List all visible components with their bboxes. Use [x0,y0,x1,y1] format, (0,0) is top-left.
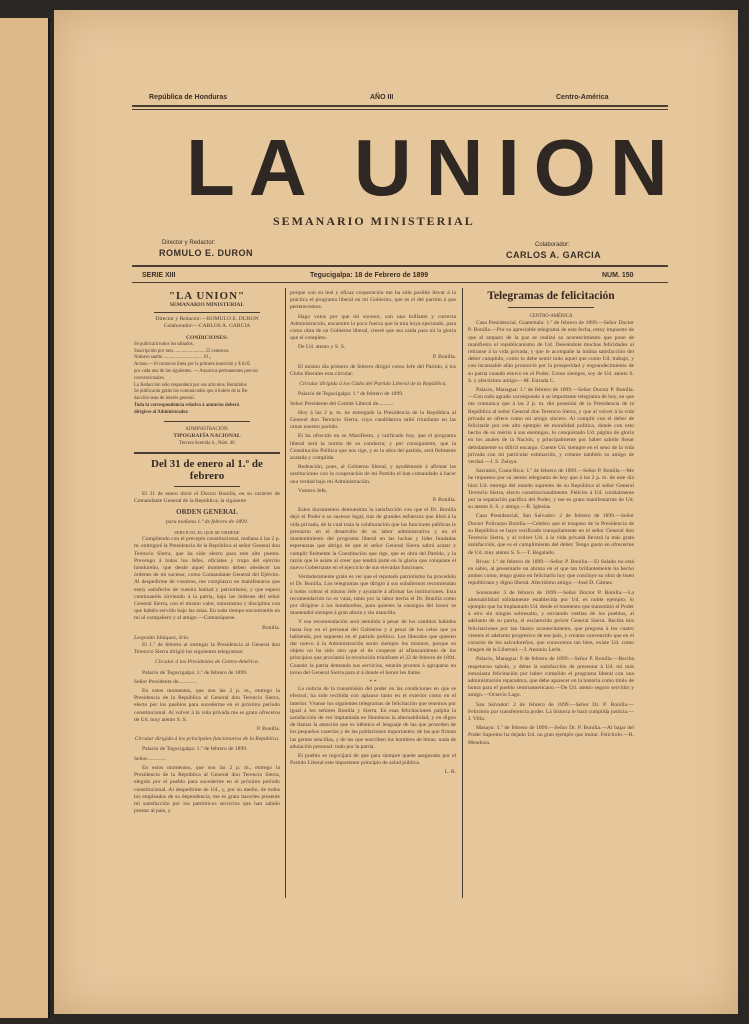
header-year: AÑO III [370,94,394,101]
condition-line: Toda la correspondencia relativa á anuncios deberá [134,402,240,408]
section-rule [134,452,280,454]
box-subtitle: SEMANARIO MINISTERIAL [169,302,245,308]
paragraph: En estos momentos, que son las 2 p. m., entrego la Presidencia de la República al General don Terencio Sierra, electo por los pueblos para sucederme en el próximo período constitucional. Al volver á la vida privada me es grato ofreceros de Ud. muy atento S. S. [134,688,280,723]
paragraph: El 31 de enero dictó el Doctor Bonilla, en su carácter de Comandante General de la República, la siguiente [134,491,280,505]
director-name: ROMULO E. DURON [159,248,253,258]
circular-title: Circular á los Presidentes de Centro-América. [154,659,260,666]
conditions-head: CONDICIONES: [186,334,228,341]
condition-line: Avisos.—10 centavos línea por la primera inserción y $ 0.05 [134,362,251,368]
headline-rule [508,307,594,308]
column-3 [468,290,634,749]
circular-title: Circular dirigida á los principales funcionarios de la República. [134,736,280,743]
newspaper-page [54,10,738,1014]
paragraph: Vuestro Jefe, [298,487,328,494]
collaborator-name: CARLOS A. GARCIA [506,250,602,260]
box-title: "LA UNION" [168,290,246,302]
column-divider-2 [462,288,463,898]
telegram: Palacio, Managua: 9 de febrero de 1899.—Señor P. Bonilla.—Reciba respetuoso saludo, y déme la satisfacción de presentar á Ud. mi más entusiasta felicitación por haber cumplido el programa liberal con una administración reparadora, que debe aparecer en la historia como título de honra para el pueblo centroamericano.—De Ud. atento seguro servidor y amigo.—Octavio Lago. [468,656,634,699]
paragraph: Palacio de Tegucigalpa: 1.º de febrero de 1899. [142,669,248,676]
paragraph: Redención, pues, al Gobierno liberal, y ayudémosle á afirmar las instituciones con la cooperación de mi Partido el han comandado á hacer una verdad bajo mi Administración. [290,464,456,485]
newspaper-subtitle: SEMANARIO MINISTERIAL [273,214,475,228]
telegram: Sacramó, Costa-Rica: 1.º de febrero de 1899.—Señor P. Bonilla.—Me he impuesto por su atento telegrama de hoy que á las 2 p. m. de este día hizo Ud. entrega del mando supremo de su República al señor General Terencio Sierra, electo constitucionalmente. Felicito á Ud. cordialmente por la separación pacífica del Poder, y me es grato manifestarme de Ud. su atento S. S. y amigo.—R. Iglesias. [468,468,634,511]
box-collaborator: Colaborador:—CARLOS A. GARCIA [163,323,251,330]
issue-number: NUM. 150 [602,272,634,279]
column-1 [134,290,280,817]
admin-label: ADMINISTRACIÓN: [185,426,229,432]
paragraph: Verdaderamente grato es ver que el reputado patriotismo ha procedido el Dr. Bonilla. Los telegramas que dirigió á sus subalternos recomiendan á todos cobrar el mismo Jefe y ayudarle á afirmar las instituciones. Esta recomendación no es vana, tanto por la labor hecha el Dr. Bonilla como por dirigirse á los hondureños, para quienes la consigna del honor se mantendrá siempre á gran altura y sin mancilla. [290,574,456,617]
condition-line: La Redacción sólo responderá por sus artículos. Remitidos [134,382,247,388]
signature-secretary: Leopoldo Idiáquez, Srio. [134,634,190,641]
section-break: * * [369,678,377,685]
box-director: Director y Redactor:—ROMULO E. DURON [155,316,259,323]
condition-line: Se publicará todos los sábados. [134,341,194,347]
order-date: para mañana 1.º de febrero de 1899. [165,518,249,525]
column-2 [290,290,456,780]
telegram: San Salvador: 2 de febrero de 1899.—Señor Dr. P. Bonilla.—Felicítolo por transferencia poder. La historia le hará cumplida justicia.—J. Villa. [468,701,634,722]
dateline-rule-bottom [132,282,668,283]
signature: P. Bonilla. [256,726,280,733]
signature: Bonilla. [262,624,280,631]
newspaper-title: LA UNION [186,123,682,212]
article-headline: Del 31 de enero al 1.º de febrero [151,458,263,483]
condition-line: Suscripción por mes.......................... 25 centavos. [134,348,230,354]
condition-line: dacción sean de interés general. [134,396,195,402]
header-left: República de Honduras [149,94,228,101]
headline-rule [174,486,240,487]
paragraph: Palacio de Tegucigalpa: 1.º de febrero de 1899. [298,391,404,398]
condition-line: Número suelto ................................ 10 „ [134,355,212,361]
section-label: CENTRO-AMÉRICA [529,314,573,319]
admin-address: Tercera Avenida S., Núm. 40 [179,440,235,446]
order-service: SERVICIO, EL QUE SE ORDENE [174,530,240,535]
telegram: Rivas: 1.º de febrero de 1899.—Señor P. Bonilla.—El Salado no está en sabio, al presentarle un abrazo en el que tan brillantemente ha hecho ambos como, tengo gusto en felicitarlo hoy que concluye su obra de buen republicano y digno liberal. Afectísimo amigo.—José D. Gámez. [468,558,634,587]
telegrams-body [468,320,634,747]
dateline: Tegucigalpa: 18 de Febrero de 1899 [310,272,429,279]
paragraph: Señor Presidente de............. [134,678,197,685]
dateline-rule-top [132,265,668,267]
paragraph: El 1.º de febrero al entregar la Presidencia al General don Terencio Sierra dirigió los siguientes telegramas: [134,642,280,656]
telegram: Palacio, Managua: 1.º de febrero de 1899.—Señor Doctor P. Bonilla.—Con todo agrado correspondo á su importante telegrama de hoy, en que me comunica que á las 2 p. m. dió posesión de la Presidencia de la República al señor General don Terencio Sierra, y que al volver á la vida privada se ofrece como mi amigo sincero. Al cumplir con el deber de felicitarle por ese alto ejemplo de moralidad política, donde con esto hecho de su mérito á sus enemigos, lo conquistado Ud. página de gloria en los anales de la Nación, y principalmente por haber sabido llenar debidamente su difícil encargo. Cuente Ud. siempre en el seno de la vida privada con mi particular estimación, y créame también su amigo de verdad.—J. S. Zelaya. [468,387,634,466]
paragraph: El ha ofrecido en su Manifiesto, y ratificado hoy, que el programa liberal será la norma de su conducta; y por consiguiente, que la Constitución Política que nos rige, y es la obra del partido, será fielmente acatada y cumplida. [290,433,456,462]
paragraph: El pueblo se regocijará de que para siempre quede asegurado por el Partido Liberal este importante principio de salud pública. [290,752,456,767]
paragraph: Hago votos por que mi sucesor, con una brillante y correcta Administración, encuentre la poco fuerza que la mía hoya ejecutado, para como obra de un Gobierno liberal, creeré que sea caída para mí la gloria que el completo. [290,313,456,342]
paragraph: Estos documentos demuestran la satisfacción con que el Dr. Bonilla dejó el Poder á su sucesor legal, tras de grandes esfuerzos que librá á la vida privada, de la cual traía la colaboración que las funciones públicas le prestaron en el desarrollo de su labor administrativa y en el mantenimiento del programa liberal en las luchas y lides fundadas esperanzas que abriga de que el señor General Sierra sabrá acatar y cumplir fielmente la Constitución que rige, que es obra del Partido, y la razón que le asiste al creer que tendrá parte en la gloria que conquiste el nuevo Gobernante en el ejercicio de sus elevadas funciones. [290,507,456,571]
paragraph: El mismo día primero de febrero dirigió como Jefe del Partido, á los Clubs liberales esta circular: [290,363,456,378]
paragraph: En estos momentos, que son las 2 p. m., entrego la Presidencia de la República al General don Terencio Sierra, elegido por el pueblo para sucederme en el próximo período constitucional. Al despedirme de Ud., y, por su medio, de todos los empleados de su dependencia, me es grato hacerles presente mi satisfacción por los patrióticos servicios que han sabido prestar al país, y [134,764,280,815]
director-label: Director y Redactor: [162,240,216,246]
paragraph: De Ud. atento y S. S. [298,344,346,351]
paragraph: Señor.............. [134,755,167,762]
signature: P. Bonilla. [432,497,456,504]
paragraph: La noticia de la transmisión del poder en las condiciones en que se efectuó, ha sido recibida con aplauso tanto en el exterior como en el interior. Véanse los siguientes telegramas de felicitación que tenemos por igual á los señores Bonilla y Sierra. En esas felicitaciones palpita la satisfacción de ver implantada en Honduras la alternabilidad; y en digno de llamar la atención que es idéntico el lenguaje de las que proceden de los pequeños caseríos y de las poblaciones importantes; de las que firman las gentes sencillas, y de las que suscriben los hombres de letras: nada de adulación personal: todo por la patria. [290,686,456,750]
adjacent-page-edge [0,18,50,1018]
box-divider [164,421,250,422]
header-right: Centro-América [556,94,609,101]
telegram: Sonsonate: 3 de febrero de 1899.—Señor Doctor P. Bonilla.—La alternabilidad sólidamente establecida por Ud. es noble ejemplo; lo ejemplo que ha implantado Ud. desde el momento que transmitió el Poder á otro sin ningún sobresalto, y enviando vueltas de los pueblos, al adelanto de su patria, el esclarecido prócer General Sierra. Reciba mis felicitaciones por tan fausto acontecimiento, que pregona á los cuatro vientos el adelanto progresivo de ese país, y créame convencido que en el corazón de los salvadoreños, que conocemos tan bien, existe Ud. como imagen de la Libertad.—J. Antonio Lerín. [468,589,634,654]
condition-line: por cada una de las siguientes. — Anuncios permanentes precios [134,369,259,374]
collaborator-label: Colaborador: [535,242,570,248]
paragraph: Cumpliendo con el precepto constitucional, mañana á las 2 p. m. entregaré la Presidencia de la República al señor General don Terencio Sierra, que ha sido electo para este alto puesto. Prevengo á todos los Jefes, oficiales y tropa del ejército hondureño, que desde aquel momento deben obedecer las órdenes de mi sucesor, como Comandante General del Ejército. Al despedirme de vosotros, me complazco en manifestaros que estoy satisfecho de vuestra lealtad y patriotismo, y que espero continuaréis sirviendo á la patria, bajo las órdenes del señor General Sierra, con el mismo valor, entusiasmo y disciplina con que habéis servido bajo las mías. En todo tiempo encontraréis en mí al compañero y al amigo.—Comuníquese. [134,536,280,622]
box-divider [154,312,260,313]
paragraph: Palacio de Tegucigalpa: 1.º de febrero de 1899. [142,746,248,753]
paragraph: Señor Presidente del Comité Liberal de........... [290,400,394,407]
paragraph: Hoy á las 2 p. m. he entregado la Presidencia de la República al General don Terencio Sierra, cuya candidatura salió triunfante en las urnas nuestro partido. [290,409,456,431]
article-body [134,491,280,815]
telegram: Masaya: 1.º de febrero de 1899.—Señor Dr. P. Bonilla.—Al bajar del Poder Supremo ha dejado Ud. un gran ejemplo que imitar. Felicítolo.—R. Mendoza. [468,725,634,746]
condition-line: dirigirse al Administrador. [134,409,189,415]
signature: P. Bonilla. [432,353,456,360]
paragraph: Y esa recomendación será atendida á pesar de los cambios habidos hasta hoy en el personal del Gobierno y á pesar de los celos que ya habiendo, por supuesto en el partido político. Los liberales que quieren dar nuevo á la Administración serán siempre los mismos, porque su objeto no ha sido otro que el de cooperar al afianzamiento de los principios que proclamó la revolución triunfante el 22 de febrero de 1894. Cuando la patria demanda sus servicios, estarán prontos á agruparse en torno del General Sierra para ir á donde el honor les llame. [290,619,456,676]
telegrams-headline: Telegramas de felicitación [487,290,615,302]
order-title: ORDEN GENERAL [176,507,238,516]
condition-line: convencionales. [134,375,165,381]
column-divider-1 [285,288,286,898]
serie-label: SERIE XIII [142,272,176,279]
paragraph: porque con su leal y eficaz cooperación me ha sido posible llevar á la práctica el programa liberal en mi Gobierno, que es el del partido á que pertenecemos. [290,290,456,311]
admin-name: TIPOGRAFÍA NACIONAL [173,432,241,439]
telegram: Casa Presidencial, Guatemala: 1.º de febrero de 1899.—Señor Doctor P. Bonilla.—Por su apreciable telegrama de esta fecha, estoy impuesto de que al amparo de la paz se realizó su acontecimiento que pone de manifiesto el republicanismo de Ud. Deseándole muchas felicidades al retirarse á la vida privada, y que le acompañe la íntima satisfacción del deber cumplido, como lo debe sentir todo aquel que como Ud. trabajó, y con incansable afán promovió por la prosperidad y engrandecimiento de su patria cuando estuvo en el Poder. Como siempre, soy de Ud. atento S. S. y afectísimo amigo.—M. Estrada C. [468,320,634,384]
condition-line: Se publicarán gratis los comunicados que á bulelo de la Re- [134,389,249,395]
telegram: Casa Presidencial, San Salvador: 2 de febrero de 1899.—Señor Doctor Policarpo Bonilla.—Celebro que el traspaso de la Presidencia de su República se haya verificado tranquilamente en el señor General don Terencio Sierra, y al volver Ud. á la vida privada llevará la más grata satisfacción, que es el cumplimiento del deber. Tengo gusto en ofrecerme de Ud. muy atento S. S.—T. Regalado. [468,513,634,556]
signature: L. R. [444,769,456,776]
top-rule-thin [132,109,668,110]
top-rule [132,105,668,107]
circular-title: Circular dirigida á los Clubs del Partido Liberal de la República. [299,381,447,388]
